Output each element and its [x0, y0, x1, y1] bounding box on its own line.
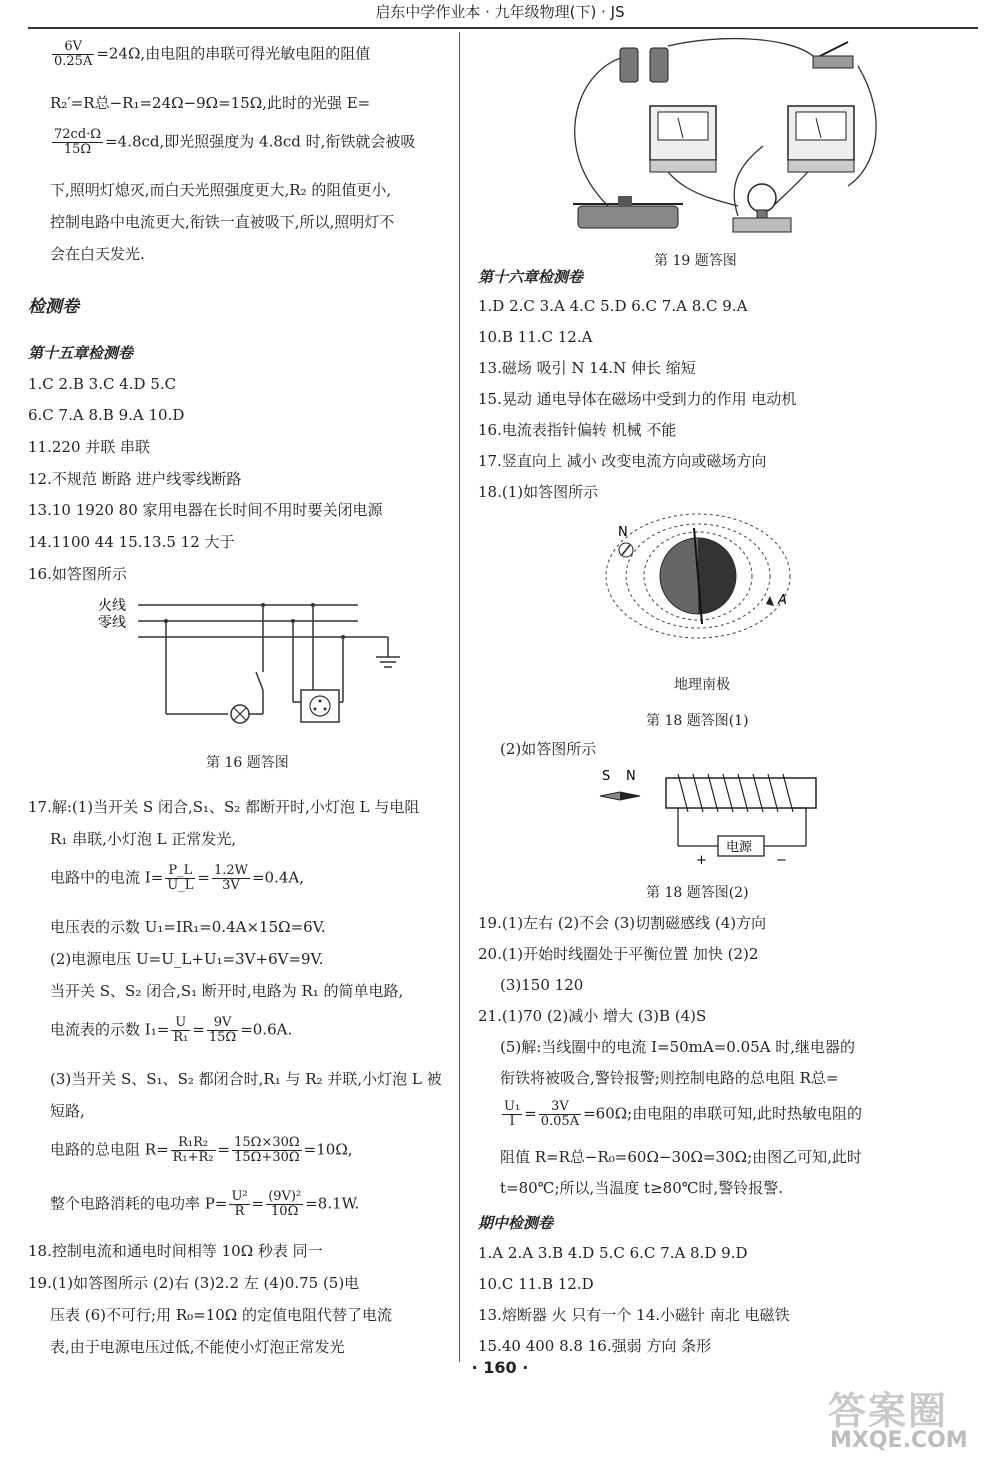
answer-line: $\frac{\text{U₁}}{I}$ = $\frac{3V}{0.05A}$ =60Ω;由电阻的串联可知,此时热敏电阻的 [504, 1099, 863, 1129]
answer-line: 15.40 400 8.8 16.强弱 方向 条形 [478, 1337, 712, 1355]
compass-n-label: N [618, 525, 628, 540]
answer-line: 1.A 2.A 3.B 4.D 5.C 6.C 7.A 8.D 9.D [478, 1244, 748, 1262]
text-line: 整个电路消耗的电功率 P= $\frac{\text{U²}}{R}$ = $\frac{\text{(9V)²}}{10\Omega}$ =8.1W. [50, 1189, 360, 1219]
geo-pole-label: 地理南极 [674, 677, 730, 693]
chapter-title: 期中检测卷 [478, 1214, 554, 1232]
figure-16-circuit [88, 592, 428, 732]
answer-line: 19.(1)如答图所示 (2)右 (3)2.2 左 (4)0.75 (5)电 [28, 1274, 360, 1292]
socket-symbol [301, 690, 339, 722]
answer-line: 16.如答图所示 [28, 565, 127, 583]
answer-line: 13.磁场 吸引 N 14.N 伸长 缩短 [478, 359, 696, 377]
text-line: $\frac{72cd\cdot\Omega}{15\Omega}$ =4.8cd,即光照强度为 4.8cd 时,衔铁就会被吸 [54, 127, 416, 157]
power-source-label: 电源 [726, 840, 753, 855]
battery-icon [620, 48, 638, 82]
answer-line: 19.(1)左右 (2)不会 (3)切割磁感线 (4)方向 [478, 914, 767, 932]
chapter-title: 第十六章检测卷 [478, 268, 584, 286]
minus-label: − [776, 853, 787, 866]
text-line: 17.解:(1)当开关 S 闭合,S₁、S₂ 都断开时,小灯泡 L 与电阻 [28, 798, 420, 816]
answer-line: (5)解:当线圈中的电流 I=50mA=0.05A 时,继电器的 [500, 1038, 856, 1056]
page-header [0, 0, 1000, 26]
switch-icon [813, 56, 853, 68]
text-line: 电流表的示数 I₁= $\frac{U}{\text{R₁}}$ = $\frac{9V}{15\Omega}$ =0.6A. [50, 1015, 293, 1045]
rheostat-icon [578, 206, 678, 228]
bulb-base [733, 218, 791, 232]
header-rule [28, 27, 978, 29]
answer-line: 20.(1)开始时线圈处于平衡位置 加快 (2)2 [478, 945, 759, 963]
answer-line: (2)如答图所示 [500, 740, 597, 758]
answer-line: 阻值 R=R总−R₀=60Ω−30Ω=30Ω;由图乙可知,此时 [500, 1148, 862, 1166]
text-line: R₂′=R总−R₁=24Ω−9Ω=15Ω,此时的光强 E= [50, 94, 371, 112]
plus-label: + [696, 853, 707, 866]
fraction: $\frac{72cd\cdot\Omega}{15\Omega}$ [54, 127, 102, 157]
answer-line: t=80℃;所以,当温度 t≥80℃时,警铃报警. [500, 1179, 784, 1197]
text-line: 会在白天发光. [50, 245, 145, 263]
figure-19-caption: 第 19 题答图 [654, 253, 737, 269]
figure-19-apparatus [558, 36, 888, 251]
answer-line: 1.C 2.B 3.C 4.D 5.C [28, 375, 177, 393]
figure-18-2-solenoid [596, 766, 826, 866]
column-divider [459, 32, 460, 1362]
answer-line: 16.电流表指针偏转 机械 不能 [478, 421, 677, 439]
bulb-icon [748, 184, 776, 212]
figure-18-2-caption: 第 18 题答图(2) [646, 885, 749, 901]
text-line: $\frac{6V}{0.25A}$ =24Ω,由电阻的串联可得光敏电阻的阻值 [54, 39, 371, 69]
text-line: (2)电源电压 U=U_L+U₁=3V+6V=9V. [50, 950, 324, 968]
answer-line: 17.竖直向上 减小 改变电流方向或磁场方向 [478, 452, 767, 470]
answer-line: (3)150 120 [500, 976, 584, 994]
answer-line: 6.C 7.A 8.B 9.A 10.D [28, 406, 185, 424]
answer-line: 18.控制电流和通电时间相等 10Ω 秒表 同一 [28, 1242, 323, 1260]
text-line: 控制电路中电流更大,衔铁一直被吸下,所以,照明灯不 [50, 213, 395, 231]
answer-line: 压表 (6)不可行;用 R₀=10Ω 的定值电阻代替了电流 [50, 1306, 393, 1324]
answer-line: 13.10 1920 80 家用电器在长时间不用时要关闭电源 [28, 501, 383, 519]
figure-18-1-caption: 第 18 题答图(1) [646, 713, 749, 729]
text-line: 短路, [50, 1102, 85, 1120]
watermark-url: MXQE.COM [830, 1428, 968, 1453]
answer-line: 衔铁将被吸合,警铃报警;则控制电路的总电阻 R总= [500, 1069, 839, 1087]
text-line: 下,照明灯熄灭,而白天光照强度更大,R₂ 的阻值更小, [50, 181, 392, 199]
point-a-label: A [778, 593, 787, 608]
answer-line: 14.1100 44 15.13.5 12 大于 [28, 533, 235, 551]
text-line: 电压表的示数 U₁=IR₁=0.4A×15Ω=6V. [50, 918, 326, 936]
figure-18-1-earth [598, 506, 798, 656]
text-line: 电路中的电流 I= $\frac{P\_L}{U\_L}$ = $\frac{1.2W}{3V}$ =0.4A, [50, 863, 305, 893]
needle-n-label: N [626, 769, 636, 784]
zero-wire-label: 零线 [98, 615, 126, 631]
battery-icon [650, 48, 668, 82]
watermark-text: 答案圈 [828, 1389, 949, 1433]
text-line: (3)当开关 S、S₁、S₂ 都闭合时,R₁ 与 R₂ 并联,小灯泡 L 被 [50, 1070, 442, 1088]
answer-line: 12.不规范 断路 进户线零线断路 [28, 470, 242, 488]
section-title: 检测卷 [28, 297, 79, 317]
watermark [828, 1380, 993, 1460]
fraction: $\frac{6V}{0.25A}$ [54, 39, 93, 69]
solenoid-core [666, 778, 816, 808]
chapter-title: 第十五章检测卷 [28, 344, 134, 362]
answer-line: 18.(1)如答图所示 [478, 483, 599, 501]
answer-line: 11.220 并联 串联 [28, 438, 151, 456]
answer-line: 表,由于电源电压过低,不能使小灯泡正常发光 [50, 1338, 345, 1356]
needle-s-label: S [602, 769, 611, 784]
answer-line: 15.晃动 通电导体在磁场中受到力的作用 电动机 [478, 390, 797, 408]
text-line: 电路的总电阻 R= $\frac{\text{R₁R₂}}{\text{R₁+R₂}}$ = $\frac{15\Omega\times 30\Omega}{15\Omega+30\Omega}$ =10Ω, [50, 1135, 353, 1165]
fire-wire-label: 火线 [98, 598, 126, 614]
answer-line: 21.(1)70 (2)减小 增大 (3)B (4)S [478, 1007, 707, 1025]
switch-symbol [256, 672, 263, 690]
answer-line: 10.B 11.C 12.A [478, 328, 593, 346]
answer-line: 13.熔断器 火 只有一个 14.小磁针 南北 电磁铁 [478, 1306, 790, 1324]
figure-16-caption: 第 16 题答图 [206, 755, 289, 771]
answer-line: 1.D 2.C 3.A 4.C 5.D 6.C 7.A 8.C 9.A [478, 297, 748, 315]
answer-line: 10.C 11.B 12.D [478, 1275, 594, 1293]
text-line: 当开关 S、S₂ 闭合,S₁ 断开时,电路为 R₁ 的简单电路, [50, 982, 404, 1000]
header-title: 启东中学作业本 · 九年级物理(下) · JS [375, 3, 625, 21]
page-number: · 160 · [471, 1358, 529, 1377]
text-line: R₁ 串联,小灯泡 L 正常发光, [50, 830, 237, 848]
